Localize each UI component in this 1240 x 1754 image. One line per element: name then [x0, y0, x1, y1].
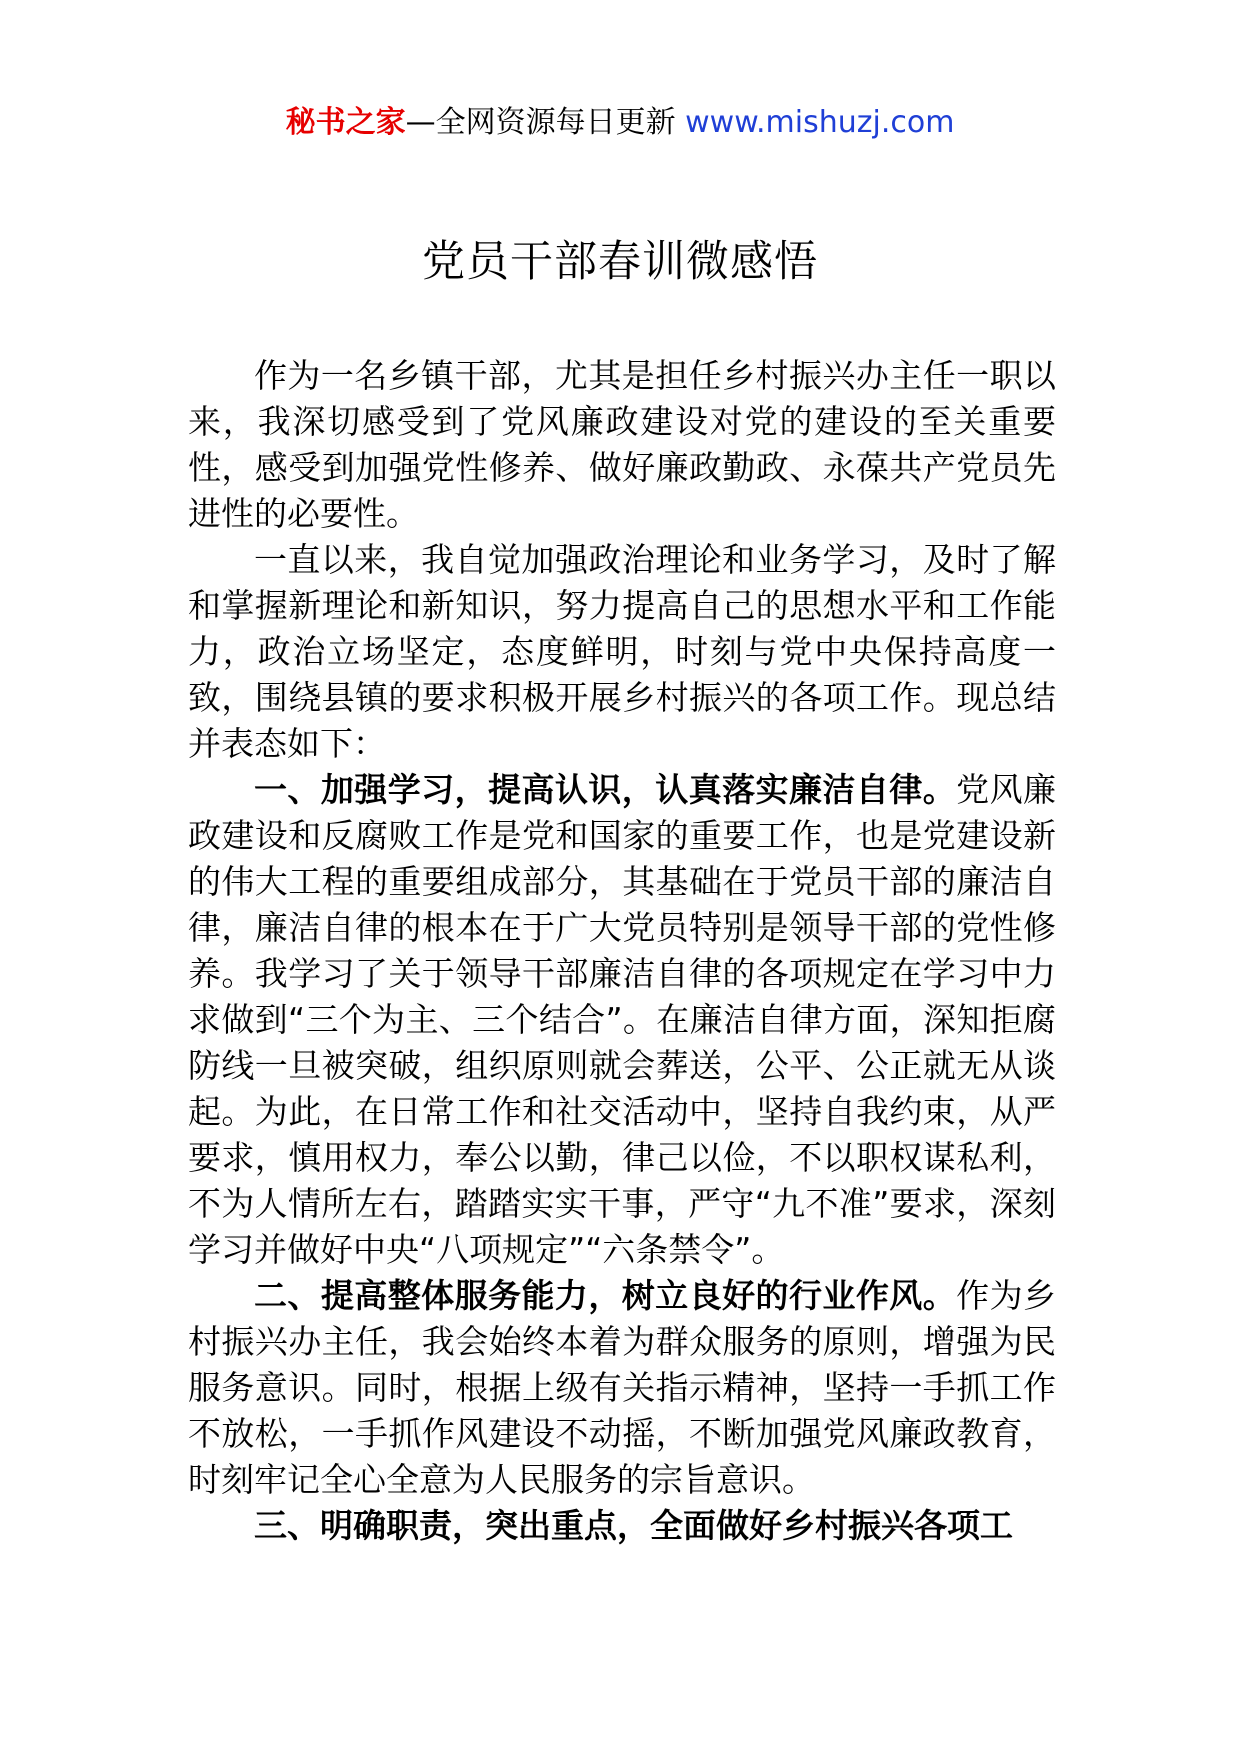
header-slogan: —全网资源每日更新 [405, 105, 676, 140]
paragraph [188, 767, 1056, 1273]
paragraph-text: 一直以来，我自觉加强政治理论和业务学习，及时了解和掌握新理论和新知识，努力提高自己的思想水平和工作能力，政治立场坚定，态度鲜明，时刻与党中央保持高度一致，围绕县镇的要求积极开展乡村振兴的各项工作。现总结并表态如下： [188, 540, 1056, 763]
paragraph-text: 党风廉政建设和反腐败工作是党和国家的重要工作，也是党建设新的伟大工程的重要组成部分，其基础在于党员干部的廉洁自律，廉洁自律的根本在于广大党员特别是领导干部的党性修养。我学习了关于领导干部廉洁自律的各项规定在学习中力求做到“三个为主、三个结合”。在廉洁自律方面，深知拒腐防线一旦被突破，组织原则就会葬送，公平、公正就无从谈起。为此，在日常工作和社交活动中，坚持自我约束，从严要求，慎用权力，奉公以勤，律己以俭，不以职权谋私利，不为人情所左右，踏踏实实干事，严守“九不准”要求，深刻学习并做好中央“八项规定”“六条禁令”。 [188, 770, 1057, 1269]
paragraph [188, 1503, 1056, 1549]
paragraph-lead: 一、加强学习，提高认识，认真落实廉洁自律。 [254, 770, 957, 809]
document-body [188, 353, 1056, 1549]
paragraph-lead: 二、提高整体服务能力，树立良好的行业作风。 [254, 1276, 957, 1315]
paragraph-text: 作为一名乡镇干部，尤其是担任乡村振兴办主任一职以来，我深切感受到了党风廉政建设对党的建设的至关重要性，感受到加强党性修养、做好廉政勤政、永葆共产党员先进性的必要性。 [188, 356, 1056, 533]
paragraph-lead: 三、明确职责，突出重点，全面做好乡村振兴各项工 [254, 1506, 1013, 1545]
paragraph [188, 353, 1056, 537]
document-title: 党员干部春训微感悟 [422, 237, 818, 287]
site-link[interactable]: www.mishuzj.com [685, 105, 955, 140]
brand-name: 秘书之家 [285, 105, 406, 140]
paragraph-text: 作为乡村振兴办主任，我会始终本着为群众服务的原则，增强为民服务意识。同时，根据上级有关指示精神，坚持一手抓工作不放松，一手抓作风建设不动摇，不断加强党风廉政教育，时刻牢记全心全意为人民服务的宗旨意识。 [188, 1276, 1057, 1499]
paragraph [188, 537, 1056, 767]
page-header [0, 100, 1240, 146]
paragraph [188, 1273, 1056, 1503]
